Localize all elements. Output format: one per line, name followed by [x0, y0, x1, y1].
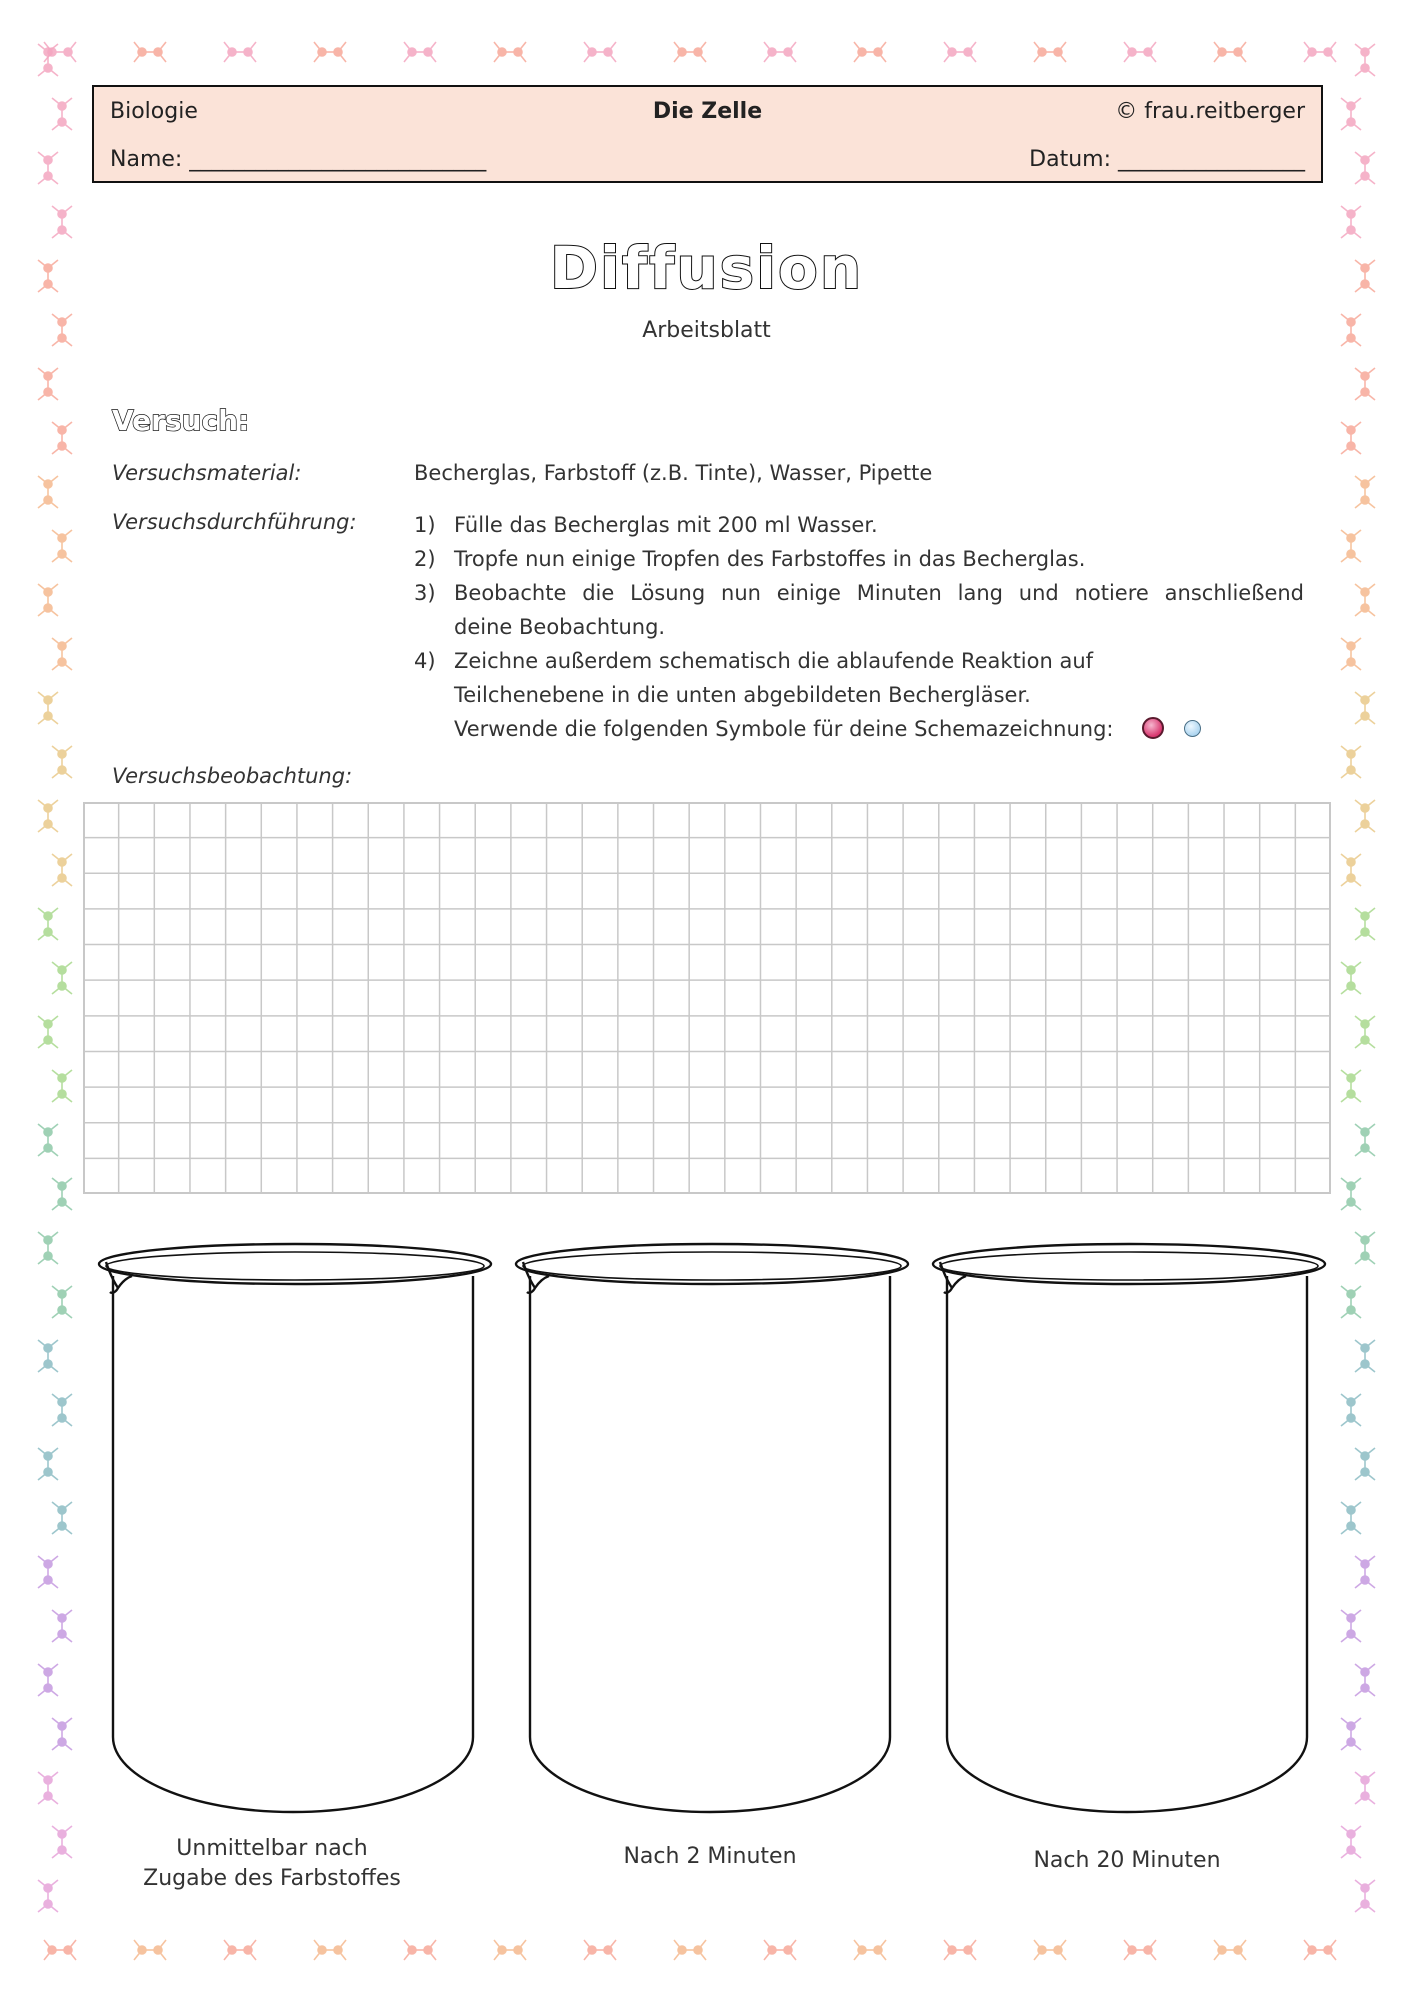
step-text: deine Beobachtung. — [454, 615, 666, 639]
material-label: Versuchsmaterial: — [112, 461, 302, 485]
step-number: 2) — [414, 547, 436, 571]
caption-line: Nach 20 Minuten — [1033, 1848, 1221, 1873]
beaker-3-caption — [977, 1846, 1277, 1876]
beaker-2[interactable] — [507, 1232, 912, 1822]
caption-line: Nach 2 Minuten — [623, 1844, 797, 1869]
procedure-step — [414, 576, 1304, 644]
name-field[interactable]: Name: ___________________________ — [110, 147, 487, 172]
procedure-step — [414, 508, 1304, 542]
beaker-1-caption — [122, 1834, 422, 1894]
beaker-1[interactable] — [90, 1232, 495, 1822]
step-number: 1) — [414, 513, 436, 537]
step-text: Teilchenebene in die unten abgebildeten Bechergläser. — [454, 683, 1031, 707]
step-number: 3) — [414, 581, 436, 605]
header-copyright: © frau.reitberger — [1115, 99, 1305, 124]
date-field[interactable]: Datum: _________________ — [1029, 147, 1305, 172]
step-text: Beobachte die Lösung nun einige Minuten lang und notiere anschließend — [454, 581, 1304, 605]
beaker-3[interactable] — [924, 1232, 1329, 1822]
page-title: Diffusion — [549, 234, 864, 302]
observation-label: Versuchsbeobachtung: — [112, 764, 353, 788]
material-value: Becherglas, Farbstoff (z.B. Tinte), Wasser, Pipette — [414, 461, 933, 485]
step-text: Zeichne außerdem schematisch die ablaufende Reaktion auf — [454, 649, 1094, 673]
step-text: Verwende die folgenden Symbole für deine Schemazeichnung: — [454, 717, 1114, 741]
step-text: Fülle das Becherglas mit 200 ml Wasser. — [454, 513, 878, 537]
step-number: 4) — [414, 649, 436, 673]
procedure-step — [414, 542, 1304, 576]
section-heading: Versuch: — [112, 404, 250, 437]
page-subtitle: Arbeitsblatt — [642, 318, 771, 343]
caption-line: Unmittelbar nach — [176, 1836, 368, 1861]
caption-line: Zugabe des Farbstoffes — [143, 1866, 401, 1891]
observation-grid[interactable] — [83, 802, 1331, 1194]
step-text: Tropfe nun einige Tropfen des Farbstoffes in das Becherglas. — [454, 547, 1086, 571]
procedure-label: Versuchsdurchführung: — [112, 510, 357, 534]
procedure-step — [414, 644, 1304, 746]
beaker-2-caption — [560, 1842, 860, 1872]
header-subject: Biologie — [110, 99, 198, 124]
procedure-steps — [414, 508, 1304, 746]
dye-particle-icon — [1142, 717, 1164, 739]
header-box — [92, 85, 1323, 183]
water-particle-icon — [1184, 720, 1201, 737]
header-topic: Die Zelle — [652, 99, 763, 124]
